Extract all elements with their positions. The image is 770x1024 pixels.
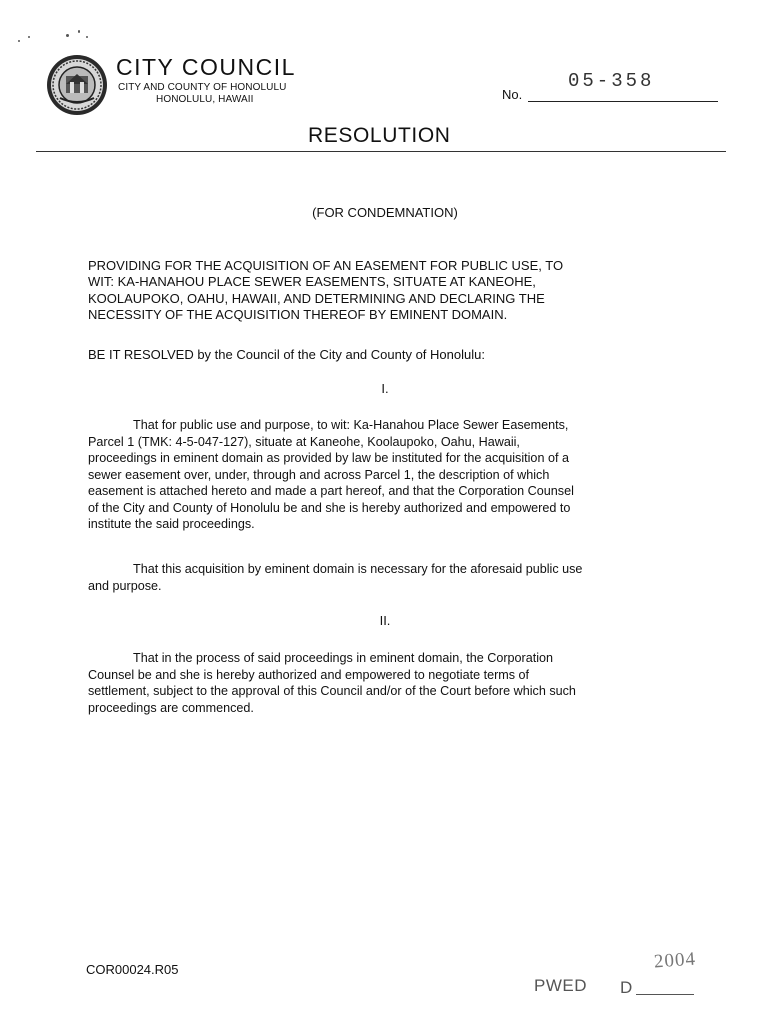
council-subtitle: CITY AND COUNTY OF HONOLULU [118,82,287,93]
document-code: COR00024.R05 [86,962,179,977]
resolution-number: 05-358 [568,70,655,92]
resolution-caption [88,258,698,323]
resolved-clause: BE IT RESOLVED by the Council of the City and County of Honolulu: [88,347,485,362]
paragraph-line: easement is attached hereto and made a part hereof, and that the Corporation Counsel [88,484,574,498]
scan-speck [28,36,30,38]
paragraph-line: That for public use and purpose, to wit: Ka-Hanahou Place Sewer Easements, [133,418,569,432]
stamp-number: 2004 [653,948,697,973]
document-subheading: (FOR CONDEMNATION) [312,205,458,220]
scan-speck [18,40,20,42]
city-seal-icon [46,54,108,116]
caption-line: KOOLAUPOKO, OAHU, HAWAII, AND DETERMINING AND DECLARING THE [88,290,545,306]
heading-rule [36,151,726,152]
section-numeral-2: II. [379,613,391,628]
paragraph-line: of the City and County of Honolulu be and she is hereby authorized and empowered to [88,500,571,515]
paragraph-line: That in the process of said proceedings in eminent domain, the Corporation [133,651,554,665]
document-heading: RESOLUTION [308,124,451,147]
section-1-paragraph-2 [88,561,688,594]
paragraph-line: That this acquisition by eminent domain is necessary for the aforesaid public use [133,562,583,576]
resolution-number-label: No. [502,87,523,102]
caption-line: WIT: KA-HANAHOU PLACE SEWER EASEMENTS, SITUATE AT KANEOHE, [88,274,536,290]
stamp-department: PWED [534,976,587,995]
paragraph-line: institute the said proceedings. [88,517,255,531]
caption-line: NECESSITY OF THE ACQUISITION THEREOF BY EMINENT DOMAIN. [88,306,508,322]
scan-speck [66,34,69,37]
paragraph-line: Parcel 1 (TMK: 4-5-047-127), situate at Kaneohe, Koolaupoko, Oahu, Hawaii, [88,434,520,449]
section-numeral-1: I. [381,381,389,396]
resolution-number-underline [528,101,718,102]
paragraph-line: sewer easement over, under, through and across Parcel 1, the description of which [88,467,550,482]
paragraph-line: settlement, subject to the approval of this Council and/or of the Court before which such [88,684,576,698]
section-2-paragraph [88,650,688,716]
stamp-initial: D [620,978,633,997]
council-location: HONOLULU, HAWAII [156,94,254,105]
caption-line: PROVIDING FOR THE ACQUISITION OF AN EASEMENT FOR PUBLIC USE, TO [88,258,564,273]
paragraph-line: proceedings are commenced. [88,700,254,715]
scan-speck [78,30,80,33]
scan-speck [86,36,88,38]
paragraph-line: and purpose. [88,578,162,593]
paragraph-line: proceedings in eminent domain as provided by law be instituted for the acquisition of a [88,451,569,465]
council-title: CITY COUNCIL [116,54,296,80]
paragraph-line: Counsel be and she is hereby authorized and empowered to negotiate terms of [88,667,530,682]
stamp-underline [636,994,694,995]
section-1-paragraph-1 [88,417,688,533]
